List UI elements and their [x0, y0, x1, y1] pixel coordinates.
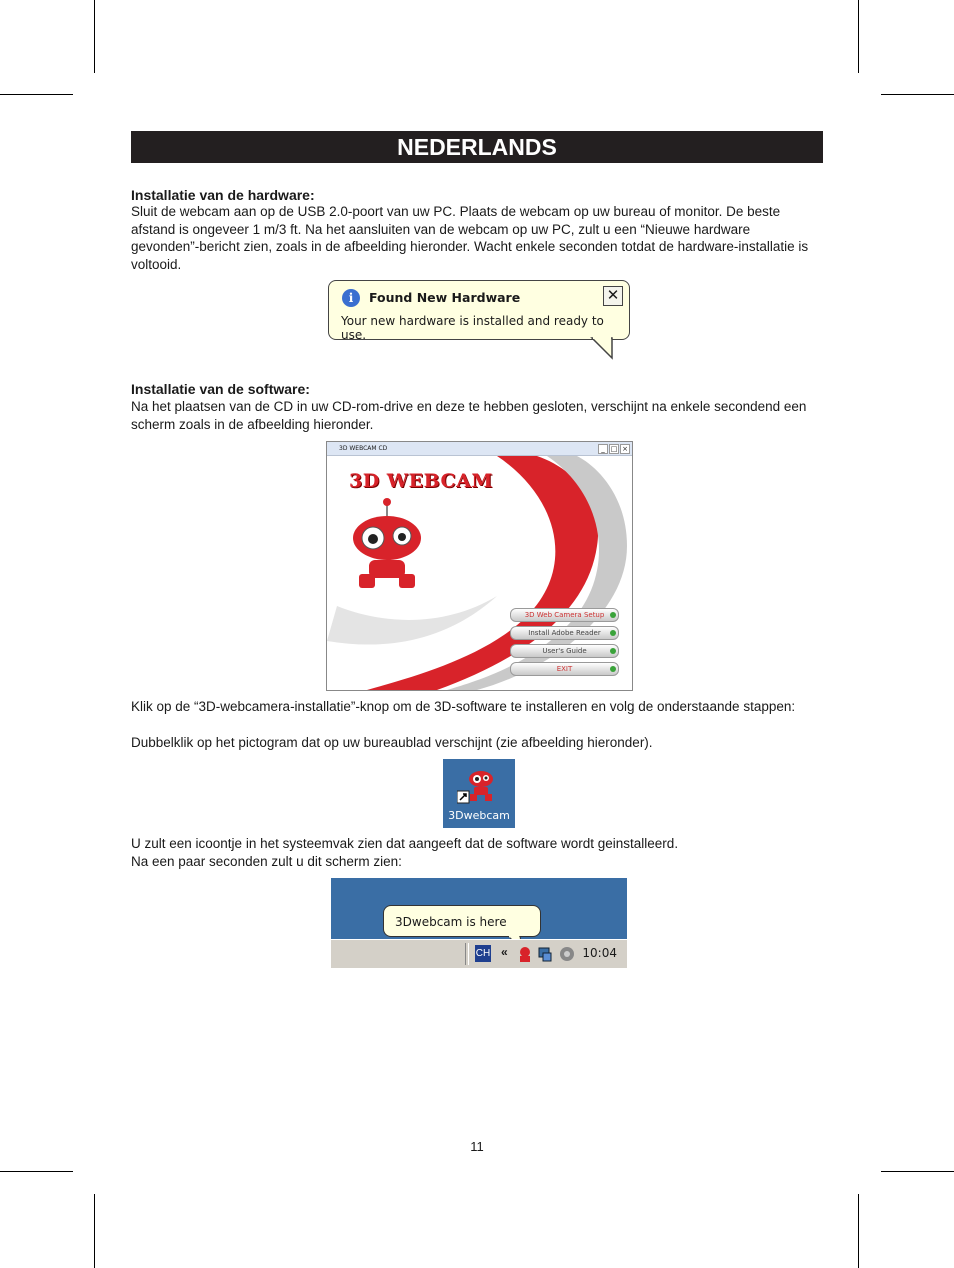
tray-info-text: U zult een icoontje in het systeemvak zien dat aangeeft dat de software wordt geinstalleerd.: [131, 836, 679, 851]
crop-mark: [94, 0, 95, 73]
speaker-icon: [560, 947, 574, 961]
setup-button[interactable]: [510, 608, 619, 622]
language-indicator[interactable]: CH: [475, 945, 491, 962]
instruction-doubleclick: Dubbelklik op het pictogram dat op uw bureaublad verschijnt (zie afbeelding hieronder).: [131, 735, 653, 750]
minimize-icon[interactable]: _: [598, 444, 608, 454]
desktop-shortcut[interactable]: [443, 759, 515, 828]
page-number: 11: [470, 1139, 484, 1154]
guide-button-label: User's Guide: [542, 647, 587, 655]
button-indicator-icon: [610, 666, 616, 672]
tray-icons: [517, 944, 581, 964]
balloon-message: Your new hardware is installed and ready to use.: [341, 314, 604, 342]
show-hidden-icons-chevron[interactable]: «: [501, 945, 508, 959]
balloon-tail: [590, 336, 620, 360]
crop-mark: [858, 0, 859, 73]
users-guide-button[interactable]: [510, 644, 619, 658]
software-body: Na het plaatsen van de CD in uw CD-rom-drive en deze te hebben gesloten, verschijnt na enkele secondend een scherm zoals in de afbeelding hieronder.: [131, 399, 807, 432]
crop-mark: [881, 1171, 954, 1172]
tray-balloon: 3Dwebcam is here: [383, 905, 541, 937]
webcam-cd-window: [326, 441, 633, 691]
hardware-body: Sluit de webcam aan op de USB 2.0-poort van uw PC. Plaats de webcam op uw bureau of monitor. De beste afstand is ongeveer 1 m/3 ft. Na het aansluiten van de webcam op uw PC, zult u een “Nieuwe hardware gevonden”-bericht zien, zoals in de afbeelding hieronder. Wacht enkele seconden totdat de hardware-installatie is voltooid.: [131, 204, 809, 272]
adobe-button-label: Install Adobe Reader: [528, 629, 601, 637]
found-new-hardware-balloon: [328, 280, 630, 340]
exit-button[interactable]: [510, 662, 619, 676]
install-adobe-reader-button[interactable]: [510, 626, 619, 640]
button-indicator-icon: [610, 612, 616, 618]
button-indicator-icon: [610, 630, 616, 636]
hardware-heading: Installatie van de hardware:: [131, 187, 315, 203]
maximize-icon[interactable]: □: [610, 445, 618, 453]
crop-mark: [881, 94, 954, 95]
crop-mark: [858, 1194, 859, 1268]
taskbar-divider: [465, 943, 469, 965]
setup-button-label: 3D Web Camera Setup: [524, 611, 605, 619]
balloon-title: Found New Hardware: [369, 290, 521, 305]
button-indicator-icon: [610, 648, 616, 654]
crop-mark: [0, 94, 73, 95]
info-icon: i: [342, 289, 360, 307]
window-title: 3D WEBCAM CD: [339, 445, 388, 452]
webcam-robot-icon: [457, 765, 501, 805]
window-titlebar: [327, 442, 632, 456]
webcam-logo: 3D WEBCAM: [349, 470, 493, 492]
next-screen-text: Na een paar seconden zult u dit scherm zien:: [131, 854, 402, 869]
crop-mark: [0, 1171, 73, 1172]
taskbar-screenshot: [331, 878, 627, 968]
language-banner: NEDERLANDS: [131, 131, 823, 163]
webcam-tray-icon: [520, 947, 530, 962]
desktop-icon-label: 3Dwebcam: [448, 809, 510, 822]
instruction-setup: Klik op de “3D-webcamera-installatie”-knop om de 3D-software te installeren en volg de onderstaande stappen:: [131, 699, 796, 714]
exit-button-label: EXIT: [556, 665, 573, 673]
clock[interactable]: 10:04: [582, 946, 617, 960]
taskbar: [331, 939, 627, 968]
close-icon[interactable]: ✕: [603, 286, 623, 306]
close-icon[interactable]: ×: [620, 444, 630, 454]
crop-mark: [94, 1194, 95, 1268]
network-icon: [539, 948, 551, 961]
software-heading: Installatie van de software:: [131, 381, 310, 397]
